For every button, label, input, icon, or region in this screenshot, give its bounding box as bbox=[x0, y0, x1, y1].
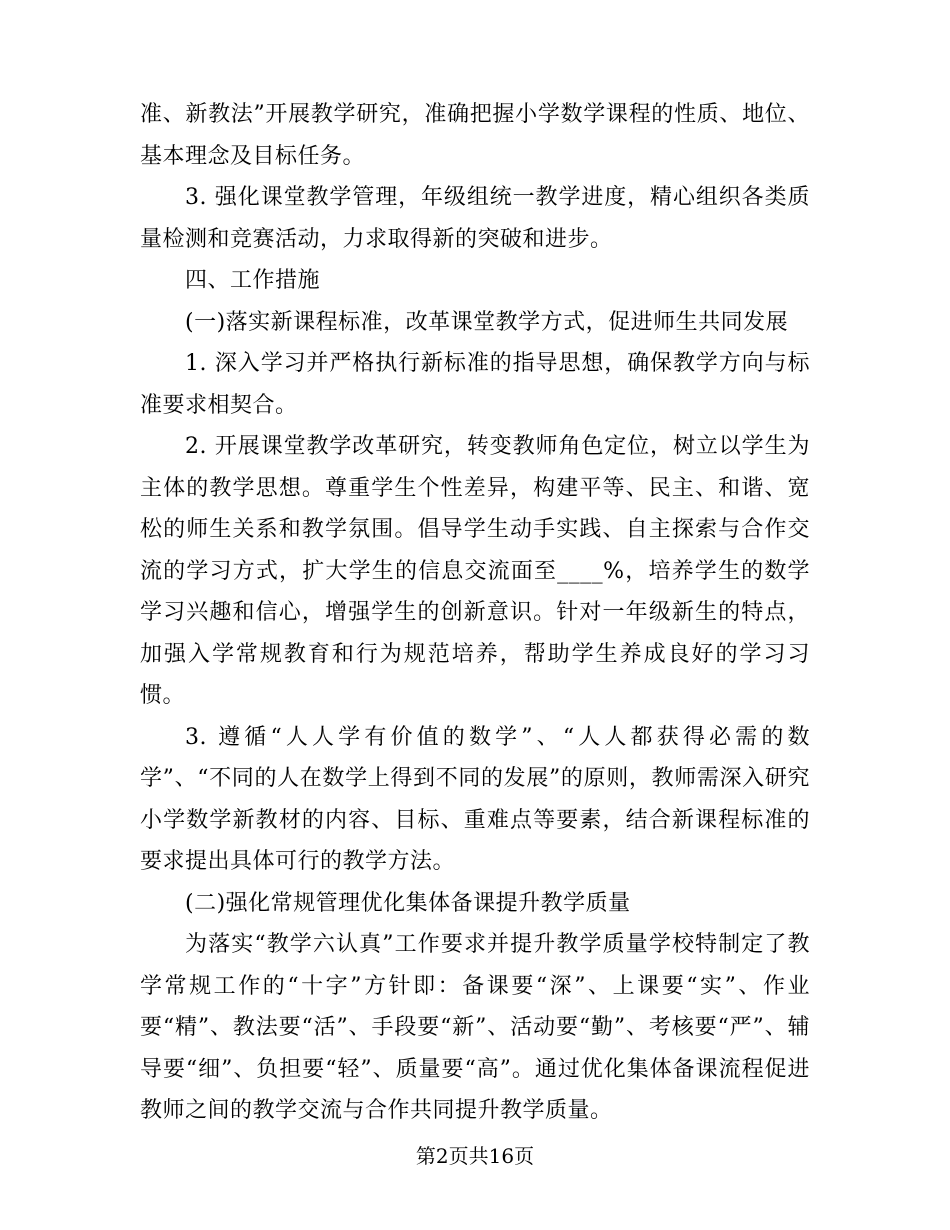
paragraph-item-2: 2. 开展课堂教学改革研究，转变教师角色定位，树立以学生为主体的教学思想。尊重学生个性差异，构建平等、民主、和谐、宽松的师生关系和教学氛围。倡导学生动手实践、自主探索与合作交流的学习方式，扩大学生的信息交流面至____%，培养学生的数学学习兴趣和信心，增强学生的创新意识。针对一年级新生的特点，加强入学常规教育和行为规范培养，帮助学生养成良好的学习习惯。 bbox=[140, 434, 810, 708]
document-body bbox=[140, 94, 810, 1132]
paragraph-item-1: 1. 深入学习并严格执行新标准的指导思想，确保教学方向与标准要求相契合。 bbox=[140, 351, 810, 418]
paragraph-teaching-routine: 为落实“教学六认真”工作要求并提升教学质量学校特制定了教学常规工作的“十字”方针即：备课要“深”、上课要“实”、作业要“精”、教法要“活”、手段要“新”、活动要“勤”、考核要“严”、辅导要“细”、负担要“轻”、质量要“高”。通过优化集体备课流程促进教师之间的教学交流与合作共同提升教学质量。 bbox=[140, 932, 810, 1123]
subsection-heading-1: (一)落实新课程标准，改革课堂教学方式，促进师生共同发展 bbox=[185, 309, 789, 335]
page-number-footer: 第2页共16页 bbox=[415, 1144, 535, 1168]
paragraph-item-3: 3. 遵循“人人学有价值的数学”、“人人都获得必需的数学”、“不同的人在数学上得到不同的发展”的原则，教师需深入研究小学数学新教材的内容、目标、重难点等要素，结合新课程标准的要求提出具体可行的教学方法。 bbox=[140, 724, 810, 874]
paragraph-item-3-classroom-management: 3. 强化课堂教学管理，年级组统一教学进度，精心组织各类质量检测和竞赛活动，力求取得新的突破和进步。 bbox=[140, 185, 810, 252]
paragraph-continuation: 准、新教法”开展教学研究，准确把握小学数学课程的性质、地位、基本理念及目标任务。 bbox=[140, 102, 810, 169]
subsection-heading-2: (二)强化常规管理优化集体备课提升教学质量 bbox=[185, 890, 631, 916]
section-heading-work-measures: 四、工作措施 bbox=[185, 268, 321, 293]
